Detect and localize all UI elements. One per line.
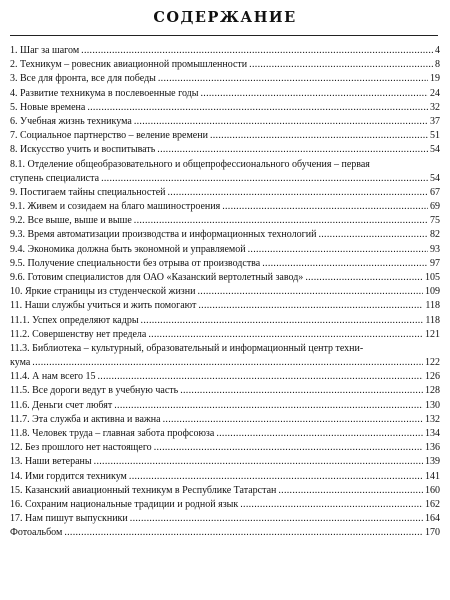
dot-leader [222, 200, 428, 214]
toc-entry-title: 14. Ими гордится техникум [10, 470, 127, 482]
dot-leader [32, 356, 423, 370]
dot-leader [130, 512, 423, 526]
toc-entry [10, 299, 440, 313]
toc-entry [10, 271, 440, 285]
toc-entry [10, 498, 440, 512]
toc-entry [10, 158, 440, 172]
toc-entry [10, 328, 440, 342]
toc-entry-title: 6. Учебная жизнь техникума [10, 115, 132, 127]
toc-entry-page-number: 170 [425, 527, 440, 539]
toc-entry-title: 11.7. Эта служба и активна и важна [10, 413, 161, 425]
toc-entry-title: 11.2. Совершенству нет предела [10, 328, 147, 340]
toc-entry-title: 1. Шаг за шагом [10, 44, 80, 56]
toc-entry-title: кума [10, 357, 31, 369]
dot-leader [278, 484, 423, 498]
toc-entry-page-number: 93 [430, 243, 440, 255]
dot-leader [168, 186, 429, 200]
toc-entry-title: 11.1. Успех определяют кадры [10, 314, 139, 326]
toc-entry-page-number: 32 [430, 101, 440, 113]
toc-entry-page-number: 109 [425, 286, 440, 298]
dot-leader [198, 299, 423, 313]
toc-entry-page-number: 37 [430, 115, 440, 127]
toc-entry [10, 228, 440, 242]
toc-entry [10, 58, 440, 72]
dot-leader [240, 498, 423, 512]
toc-entry [10, 257, 440, 271]
dot-leader [216, 427, 423, 441]
toc-entry-page-number: 134 [425, 428, 440, 440]
toc-entry-page-number: 130 [425, 399, 440, 411]
toc-entry-title: Фотоальбом [10, 527, 63, 539]
toc-entry-page-number: 118 [425, 300, 440, 312]
toc-entry-page-number: 24 [430, 87, 440, 99]
toc-entry-title: 15. Казанский авиационный техникум в Республике Татарстан [10, 484, 277, 496]
toc-entry-title: 9. Постигаем тайны специальностей [10, 186, 166, 198]
toc-entry-page-number: 122 [425, 357, 440, 369]
dot-leader [305, 271, 423, 285]
toc-entry-title: 11.6. Деньги счет любят [10, 399, 113, 411]
toc-entry-page-number: 67 [430, 186, 440, 198]
dot-leader [134, 115, 428, 129]
toc-entry-page-number: 51 [430, 130, 440, 142]
title-divider [10, 35, 438, 36]
toc-entry-title: 13. Наши ветераны [10, 456, 92, 468]
toc-entry-title: 3. Все для фронта, все для победы [10, 73, 156, 85]
toc-entry-title: 10. Яркие страницы из студенческой жизни [10, 286, 196, 298]
toc-entry-title: 11.5. Все дороги ведут в учебную часть [10, 385, 179, 397]
toc-entry [10, 285, 440, 299]
toc-entry [10, 399, 440, 413]
toc-entry-title: 9.2. Все выше, выше и выше [10, 215, 132, 227]
toc-entry-title: 11.8. Человек труда – главная забота профсоюза [10, 428, 215, 440]
toc-entry-page-number: 19 [430, 73, 440, 85]
dot-leader [158, 72, 428, 86]
toc-entry-page-number: 105 [425, 271, 440, 283]
toc-entry-page-number: 164 [425, 513, 440, 525]
toc-entry-title: 11.4. А нам всего 15 [10, 371, 96, 383]
toc-entry-page-number: 121 [425, 328, 440, 340]
toc-entry-page-number: 4 [435, 44, 440, 56]
toc-entry [10, 101, 440, 115]
dot-leader [262, 257, 428, 271]
dot-leader [197, 285, 423, 299]
toc-entry-title: 11. Наши службы учиться и жить помогают [10, 300, 197, 312]
toc-entry-page-number: 162 [425, 498, 440, 510]
toc-entry-title-line1: 8.1. Отделение общеобразовательного и общепрофессионального обучения – первая [10, 158, 370, 170]
toc-entry-title: 9.1. Живем и созидаем на благо машиностроения [10, 201, 221, 213]
toc-entry-page-number: 160 [425, 484, 440, 496]
dot-leader [134, 214, 428, 228]
toc-entry-continuation [10, 356, 440, 370]
toc-entry [10, 243, 440, 257]
toc-entry-title: 12. Без прошлого нет настоящего [10, 442, 152, 454]
dot-leader [200, 87, 428, 101]
toc-entry-title: 8. Искусство учить и воспитывать [10, 144, 156, 156]
dot-leader [248, 243, 428, 257]
dot-leader [148, 328, 423, 342]
toc-entry-title: 9.6. Готовим специалистов для ОАО «Казанский вертолетный завод» [10, 271, 304, 283]
toc-entry-title: 7. Социальное партнерство – веление времени [10, 130, 208, 142]
toc-entry-page-number: 139 [425, 456, 440, 468]
toc-entry-continuation [10, 172, 440, 186]
toc-entry [10, 427, 440, 441]
toc-entry [10, 214, 440, 228]
toc-entry-page-number: 128 [425, 385, 440, 397]
toc-entry-title: 4. Развитие техникума в послевоенные годы [10, 87, 199, 99]
dot-leader [249, 58, 433, 72]
toc-entry-page-number: 97 [430, 257, 440, 269]
dot-leader [81, 44, 433, 58]
toc-entry [10, 72, 440, 86]
toc-entry-page-number: 54 [430, 144, 440, 156]
toc-entry-page-number: 75 [430, 215, 440, 227]
toc-entry [10, 44, 440, 58]
table-of-contents [10, 44, 440, 541]
toc-entry [10, 143, 440, 157]
toc-entry [10, 87, 440, 101]
dot-leader [129, 470, 423, 484]
dot-leader [64, 526, 423, 540]
toc-entry [10, 385, 440, 399]
dot-leader [87, 101, 428, 115]
toc-entry [10, 200, 440, 214]
dot-leader [114, 399, 423, 413]
toc-entry [10, 441, 440, 455]
toc-entry-title: 2. Техникум – ровесник авиационной промышленности [10, 59, 248, 71]
dot-leader [101, 172, 428, 186]
toc-entry [10, 526, 440, 540]
dot-leader [210, 129, 428, 143]
toc-entry [10, 470, 440, 484]
dot-leader [141, 314, 424, 328]
toc-entry-title-line1: 11.3. Библиотека – культурный, образовательный и информационный центр техни- [10, 342, 364, 354]
page-title: СОДЕРЖАНИЕ [153, 9, 297, 26]
toc-entry-page-number: 132 [425, 413, 440, 425]
toc-entry-page-number: 141 [425, 470, 440, 482]
toc-entry [10, 370, 440, 384]
toc-entry [10, 115, 440, 129]
toc-entry [10, 455, 440, 469]
toc-entry-title: 16. Сохраним национальные традиции и родной язык [10, 498, 239, 510]
toc-entry-page-number: 8 [435, 59, 440, 71]
toc-entry-page-number: 54 [430, 172, 440, 184]
toc-entry-page-number: 118 [425, 314, 440, 326]
toc-entry [10, 129, 440, 143]
toc-entry-page-number: 69 [430, 201, 440, 213]
toc-entry-title: 17. Нам пишут выпускники [10, 513, 128, 525]
dot-leader [157, 143, 428, 157]
dot-leader [94, 455, 423, 469]
toc-entry-title: 9.3. Время автоматизации производства и информационных технологий [10, 229, 317, 241]
toc-entry [10, 484, 440, 498]
toc-entry-page-number: 82 [430, 229, 440, 241]
toc-entry-title: 9.4. Экономика должна быть экономной и управляемой [10, 243, 246, 255]
toc-entry-title: 5. Новые времена [10, 101, 86, 113]
toc-entry-title: 9.5. Получение специальности без отрыва от производства [10, 257, 261, 269]
dot-leader [154, 441, 423, 455]
toc-entry [10, 342, 440, 356]
toc-entry-title: ступень специалиста [10, 172, 100, 184]
toc-entry [10, 413, 440, 427]
dot-leader [318, 228, 428, 242]
toc-entry-page-number: 136 [425, 442, 440, 454]
dot-leader [180, 384, 423, 398]
toc-entry [10, 314, 440, 328]
toc-entry-page-number: 126 [425, 371, 440, 383]
dot-leader [163, 413, 423, 427]
toc-entry [10, 512, 440, 526]
dot-leader [97, 370, 423, 384]
toc-entry [10, 186, 440, 200]
